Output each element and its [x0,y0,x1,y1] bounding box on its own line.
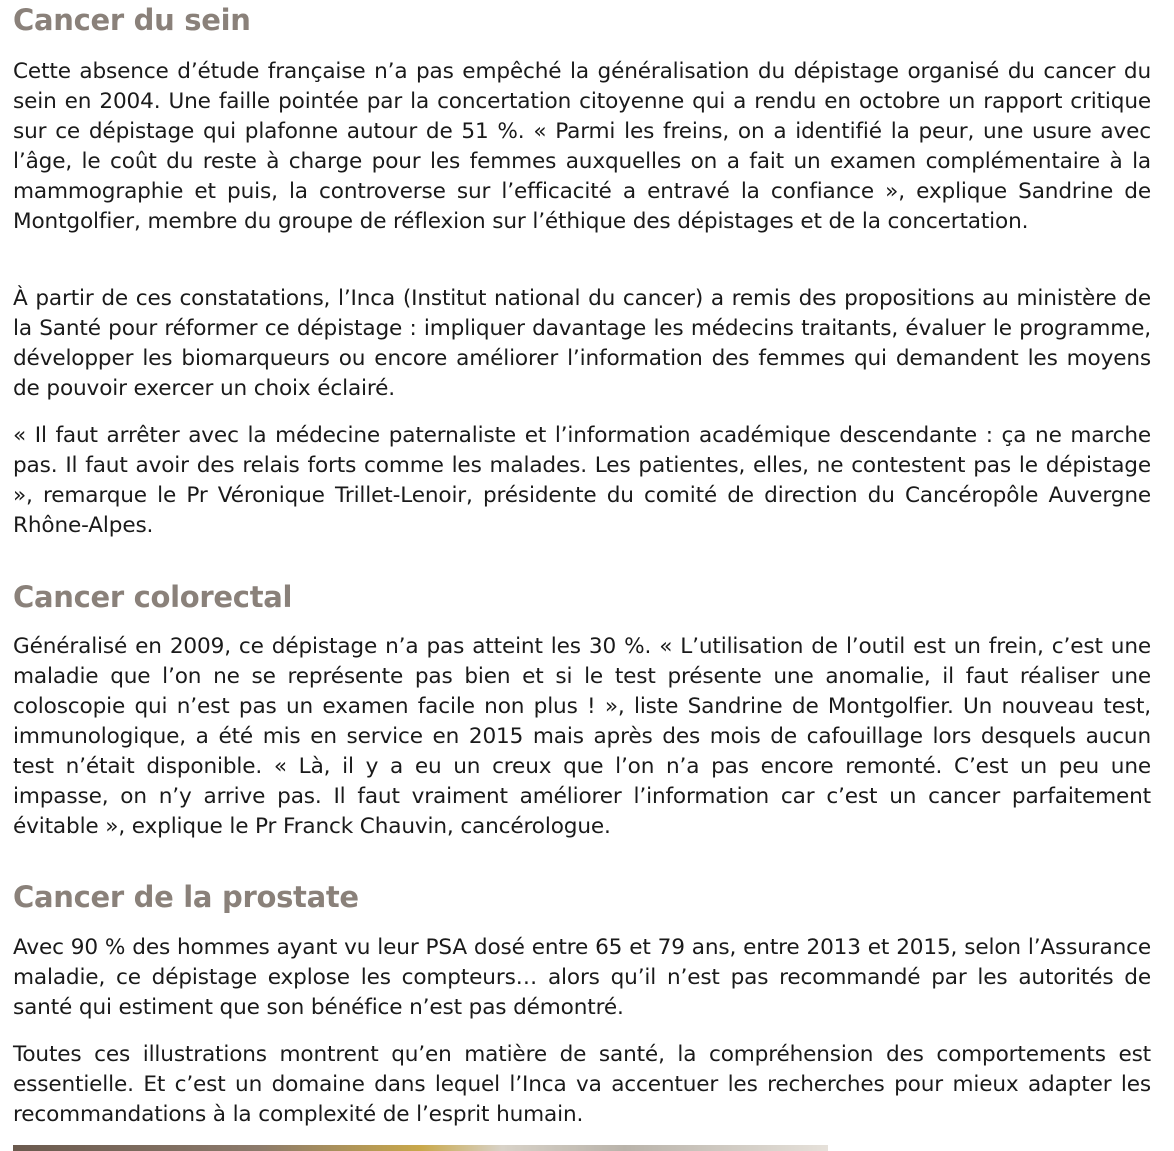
paragraph-prostate-1: Avec 90 % des hommes ayant vu leur PSA dosé entre 65 et 79 ans, entre 2013 et 2015, selon l’Assurance maladie, ce dépistage explose les compteurs… alors qu’il n’est pas recommandé par les autorités de santé qui estiment que son bénéfice n’est pas démontré. [13,935,1151,1020]
section-title-cancer-prostate: Cancer de la prostate [13,880,359,914]
paragraph-sein-2: À partir de ces constatations, l’Inca (Institut national du cancer) a remis des propositions au ministère de la Santé pour réformer ce dépistage : impliquer davantage les médecins traitants, évaluer le programme, développer les biomarqueurs ou encore améliorer l’information des femmes qui demandent les moyens de pouvoir exercer un choix éclairé. [13,286,1151,401]
paragraph-prostate-2: Toutes ces illustrations montrent qu’en matière de santé, la compréhension des comportements est essentielle. Et c’est un domaine dans lequel l’Inca va accentuer les recherches pour mieux adapter les recommandations à la complexité de l’esprit humain. [13,1042,1151,1127]
section-title-cancer-colorectal: Cancer colorectal [13,580,293,614]
paragraph-sein-3: « Il faut arrêter avec la médecine paternaliste et l’information académique descendante : ça ne marche pas. Il faut avoir des relais forts comme les malades. Les patientes, elles, ne contestent pas le dépistage », remarque le Pr Véronique Trillet-Lenoir, présidente du comité de direction du Cancéropôle Auvergne Rhône-Alpes. [13,423,1151,538]
image-top-edge [13,1145,828,1151]
paragraph-colorectal-1: Généralisé en 2009, ce dépistage n’a pas atteint les 30 %. « L’utilisation de l’outil est un frein, c’est une maladie que l’on ne se représente pas bien et si le test présente une anomalie, il faut réaliser une coloscopie qui n’est pas un examen facile non plus ! », liste Sandrine de Montgolfier. Un nouveau test, immunologique, a été mis en service en 2015 mais après des mois de cafouillage lors desquels aucun test n’était disponible. « Là, il y a eu un creux que l’on n’a pas encore remonté. C’est un peu une impasse, on n’y arrive pas. Il faut vraiment améliorer l’information car c’est un cancer parfaitement évitable », explique le Pr Franck Chauvin, cancérologue. [13,634,1151,839]
paragraph-sein-1: Cette absence d’étude française n’a pas empêché la généralisation du dépistage organisé du cancer du sein en 2004. Une faille pointée par la concertation citoyenne qui a rendu en octobre un rapport critique sur ce dépistage qui plafonne autour de 51 %. « Parmi les freins, on a identifié la peur, une usure avec l’âge, le coût du reste à charge pour les femmes auxquelles on a fait un examen complémentaire à la mammographie et puis, la controverse sur l’efficacité a entravé la confiance », explique Sandrine de Montgolfier, membre du groupe de réflexion sur l’éthique des dépistages et de la concertation. [13,59,1151,234]
section-title-cancer-du-sein: Cancer du sein [13,3,251,37]
